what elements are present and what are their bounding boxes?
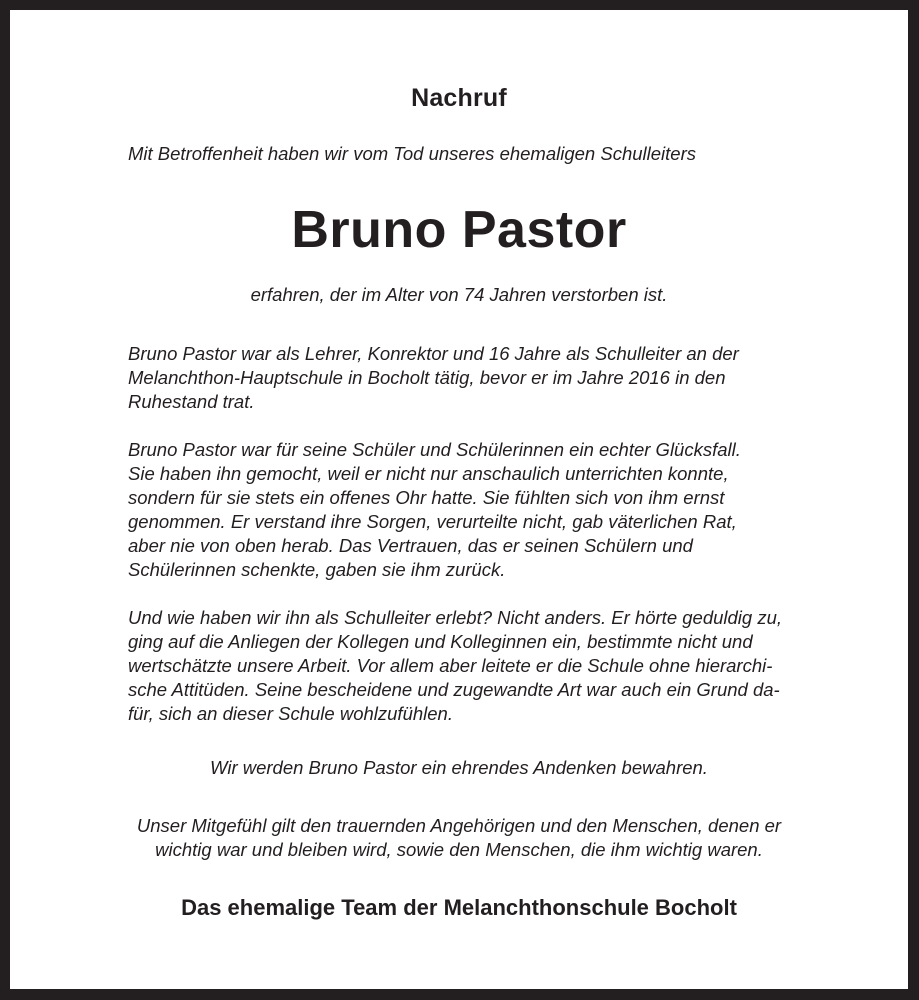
- obituary-notice: [10, 10, 908, 989]
- sympathy-text: [10, 814, 908, 862]
- paragraph-line: wertschätzte unsere Arbeit. Vor allem aber leitete er die Schule ohne hierarchi-: [128, 655, 773, 676]
- sympathy-line: wichtig war und bleiben wird, sowie den Menschen, die ihm wichtig waren.: [155, 839, 763, 860]
- deceased-name: Bruno Pastor: [291, 201, 627, 259]
- remembrance-line: Wir werden Bruno Pastor ein ehrendes Andenken bewahren.: [210, 757, 708, 778]
- paragraph-line: aber nie von oben herab. Das Vertrauen, das er seinen Schülern und: [128, 535, 693, 556]
- signature: Das ehemalige Team der Melanchthonschule Bocholt: [181, 895, 737, 920]
- paragraph-principal: [128, 606, 782, 726]
- paragraph-line: Bruno Pastor war als Lehrer, Konrektor und 16 Jahre als Schulleiter an der: [128, 343, 739, 364]
- paragraph-line: Bruno Pastor war für seine Schüler und Schülerinnen ein echter Glücksfall.: [128, 439, 741, 460]
- notice-title: Nachruf: [411, 84, 507, 112]
- paragraph-line: sche Attitüden. Seine bescheidene und zugewandte Art war auch ein Grund da-: [128, 679, 780, 700]
- intro-line: Mit Betroffenheit haben wir vom Tod unseres ehemaligen Schulleiters: [128, 143, 696, 164]
- paragraph-students: [128, 438, 741, 582]
- paragraph-line: genommen. Er verstand ihre Sorgen, verurteilte nicht, gab väterlichen Rat,: [128, 511, 737, 532]
- paragraph-line: sondern für sie stets ein offenes Ohr hatte. Sie fühlten sich von ihm ernst: [128, 487, 725, 508]
- paragraph-line: ging auf die Anliegen der Kollegen und Kolleginnen ein, bestimmte nicht und: [128, 631, 753, 652]
- paragraph-line: Schülerinnen schenkte, gaben sie ihm zurück.: [128, 559, 506, 580]
- paragraph-career: [128, 342, 739, 414]
- sympathy-line: Unser Mitgefühl gilt den trauernden Angehörigen und den Menschen, denen er: [136, 815, 782, 836]
- age-line: erfahren, der im Alter von 74 Jahren verstorben ist.: [250, 284, 668, 305]
- paragraph-line: für, sich an dieser Schule wohlzufühlen.: [128, 703, 453, 724]
- paragraph-line: Sie haben ihn gemocht, weil er nicht nur anschaulich unterrichten konnte,: [128, 463, 729, 484]
- paragraph-line: Ruhestand trat.: [128, 391, 255, 412]
- paragraph-line: Und wie haben wir ihn als Schulleiter erlebt? Nicht anders. Er hörte geduldig zu,: [128, 607, 783, 628]
- paragraph-line: Melanchthon-Hauptschule in Bocholt tätig, bevor er im Jahre 2016 in den: [128, 367, 726, 388]
